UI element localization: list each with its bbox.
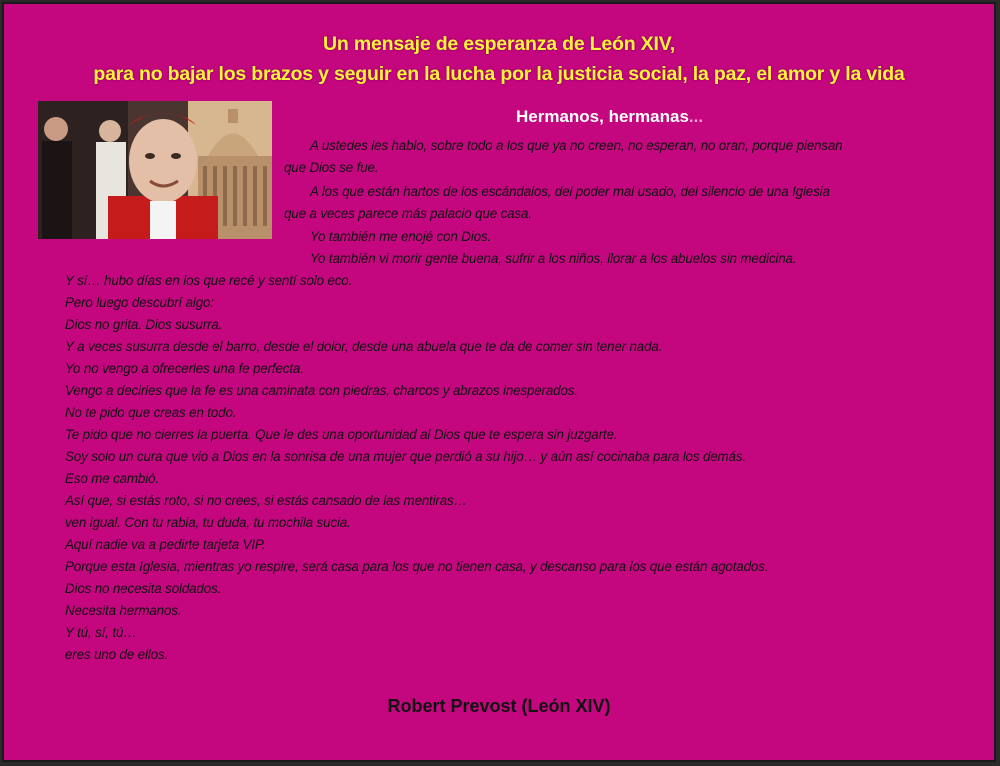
message-line: Dios no grita. Dios susurra. [65, 317, 223, 332]
greeting-text: Hermanos, hermanas [516, 107, 689, 126]
message-line: eres uno de ellos. [65, 647, 169, 662]
message-line: Eso me cambió. [65, 471, 159, 486]
paragraph-1-line-2: que Dios se fue. [284, 160, 379, 175]
signature: Robert Prevost (León XIV) [387, 696, 611, 716]
message-body [4, 4, 994, 760]
paragraph-1-line-1: A ustedes les hablo, sobre todo a los que ya no creen, no esperan, no oran, porque piensan [310, 138, 843, 153]
message-line: Aquí nadie va a pedirte tarjeta VIP. [65, 537, 266, 552]
message-line: Y tú, sí, tú… [65, 625, 137, 640]
message-line: Y sí… hubo días en los que recé y sentí solo eco. [65, 273, 353, 288]
title-line-2: para no bajar los brazos y seguir en la lucha por la justicia social, la paz, el amor y la vida [93, 63, 905, 85]
message-line: Pero luego descubrí algo: [65, 295, 214, 310]
paragraph-2-line-1: A los que están hartos de los escándalos, del poder mal usado, del silencio de una Iglesia [310, 184, 830, 199]
message-line: ven igual. Con tu rabia, tu duda, tu mochila sucia. [65, 515, 351, 530]
paragraph-3: Yo también me enojé con Dios. [310, 229, 491, 244]
paragraph-2-line-2: que a veces parece más palacio que casa. [284, 206, 532, 221]
greeting-dots: ... [688, 107, 704, 126]
message-line: No te pido que creas en todo. [65, 405, 237, 420]
message-line: Porque esta Iglesia, mientras yo respire, será casa para los que no tienen casa, y descanso para los que están agotados. [65, 559, 769, 574]
message-line: Dios no necesita soldados. [65, 581, 222, 596]
message-line: Necesita hermanos. [65, 603, 182, 618]
message-line: Soy solo un cura que vio a Dios en la sonrisa de una mujer que perdió a su hijo… y aún así cocinaba para los demás. [65, 449, 746, 464]
title-line-1: Un mensaje de esperanza de León XIV, [323, 33, 675, 55]
message-line: Yo no vengo a ofrecerles una fe perfecta. [65, 361, 304, 376]
poster [2, 2, 996, 762]
message-line: Y a veces susurra desde el barro, desde el dolor, desde una abuela que te da de comer sin tener nada. [65, 339, 663, 354]
paragraph-4: Yo también vi morir gente buena, sufrir a los niños, llorar a los abuelos sin medicina. [310, 251, 797, 266]
message-line: Así que, si estás roto, si no crees, si estás cansado de las mentiras… [65, 493, 467, 508]
message-line: Te pido que no cierres la puerta. Que le des una oportunidad al Dios que te espera sin juzgarte. [65, 427, 618, 442]
message-line: Vengo a decirles que la fe es una caminata con piedras, charcos y abrazos inesperados. [65, 383, 578, 398]
